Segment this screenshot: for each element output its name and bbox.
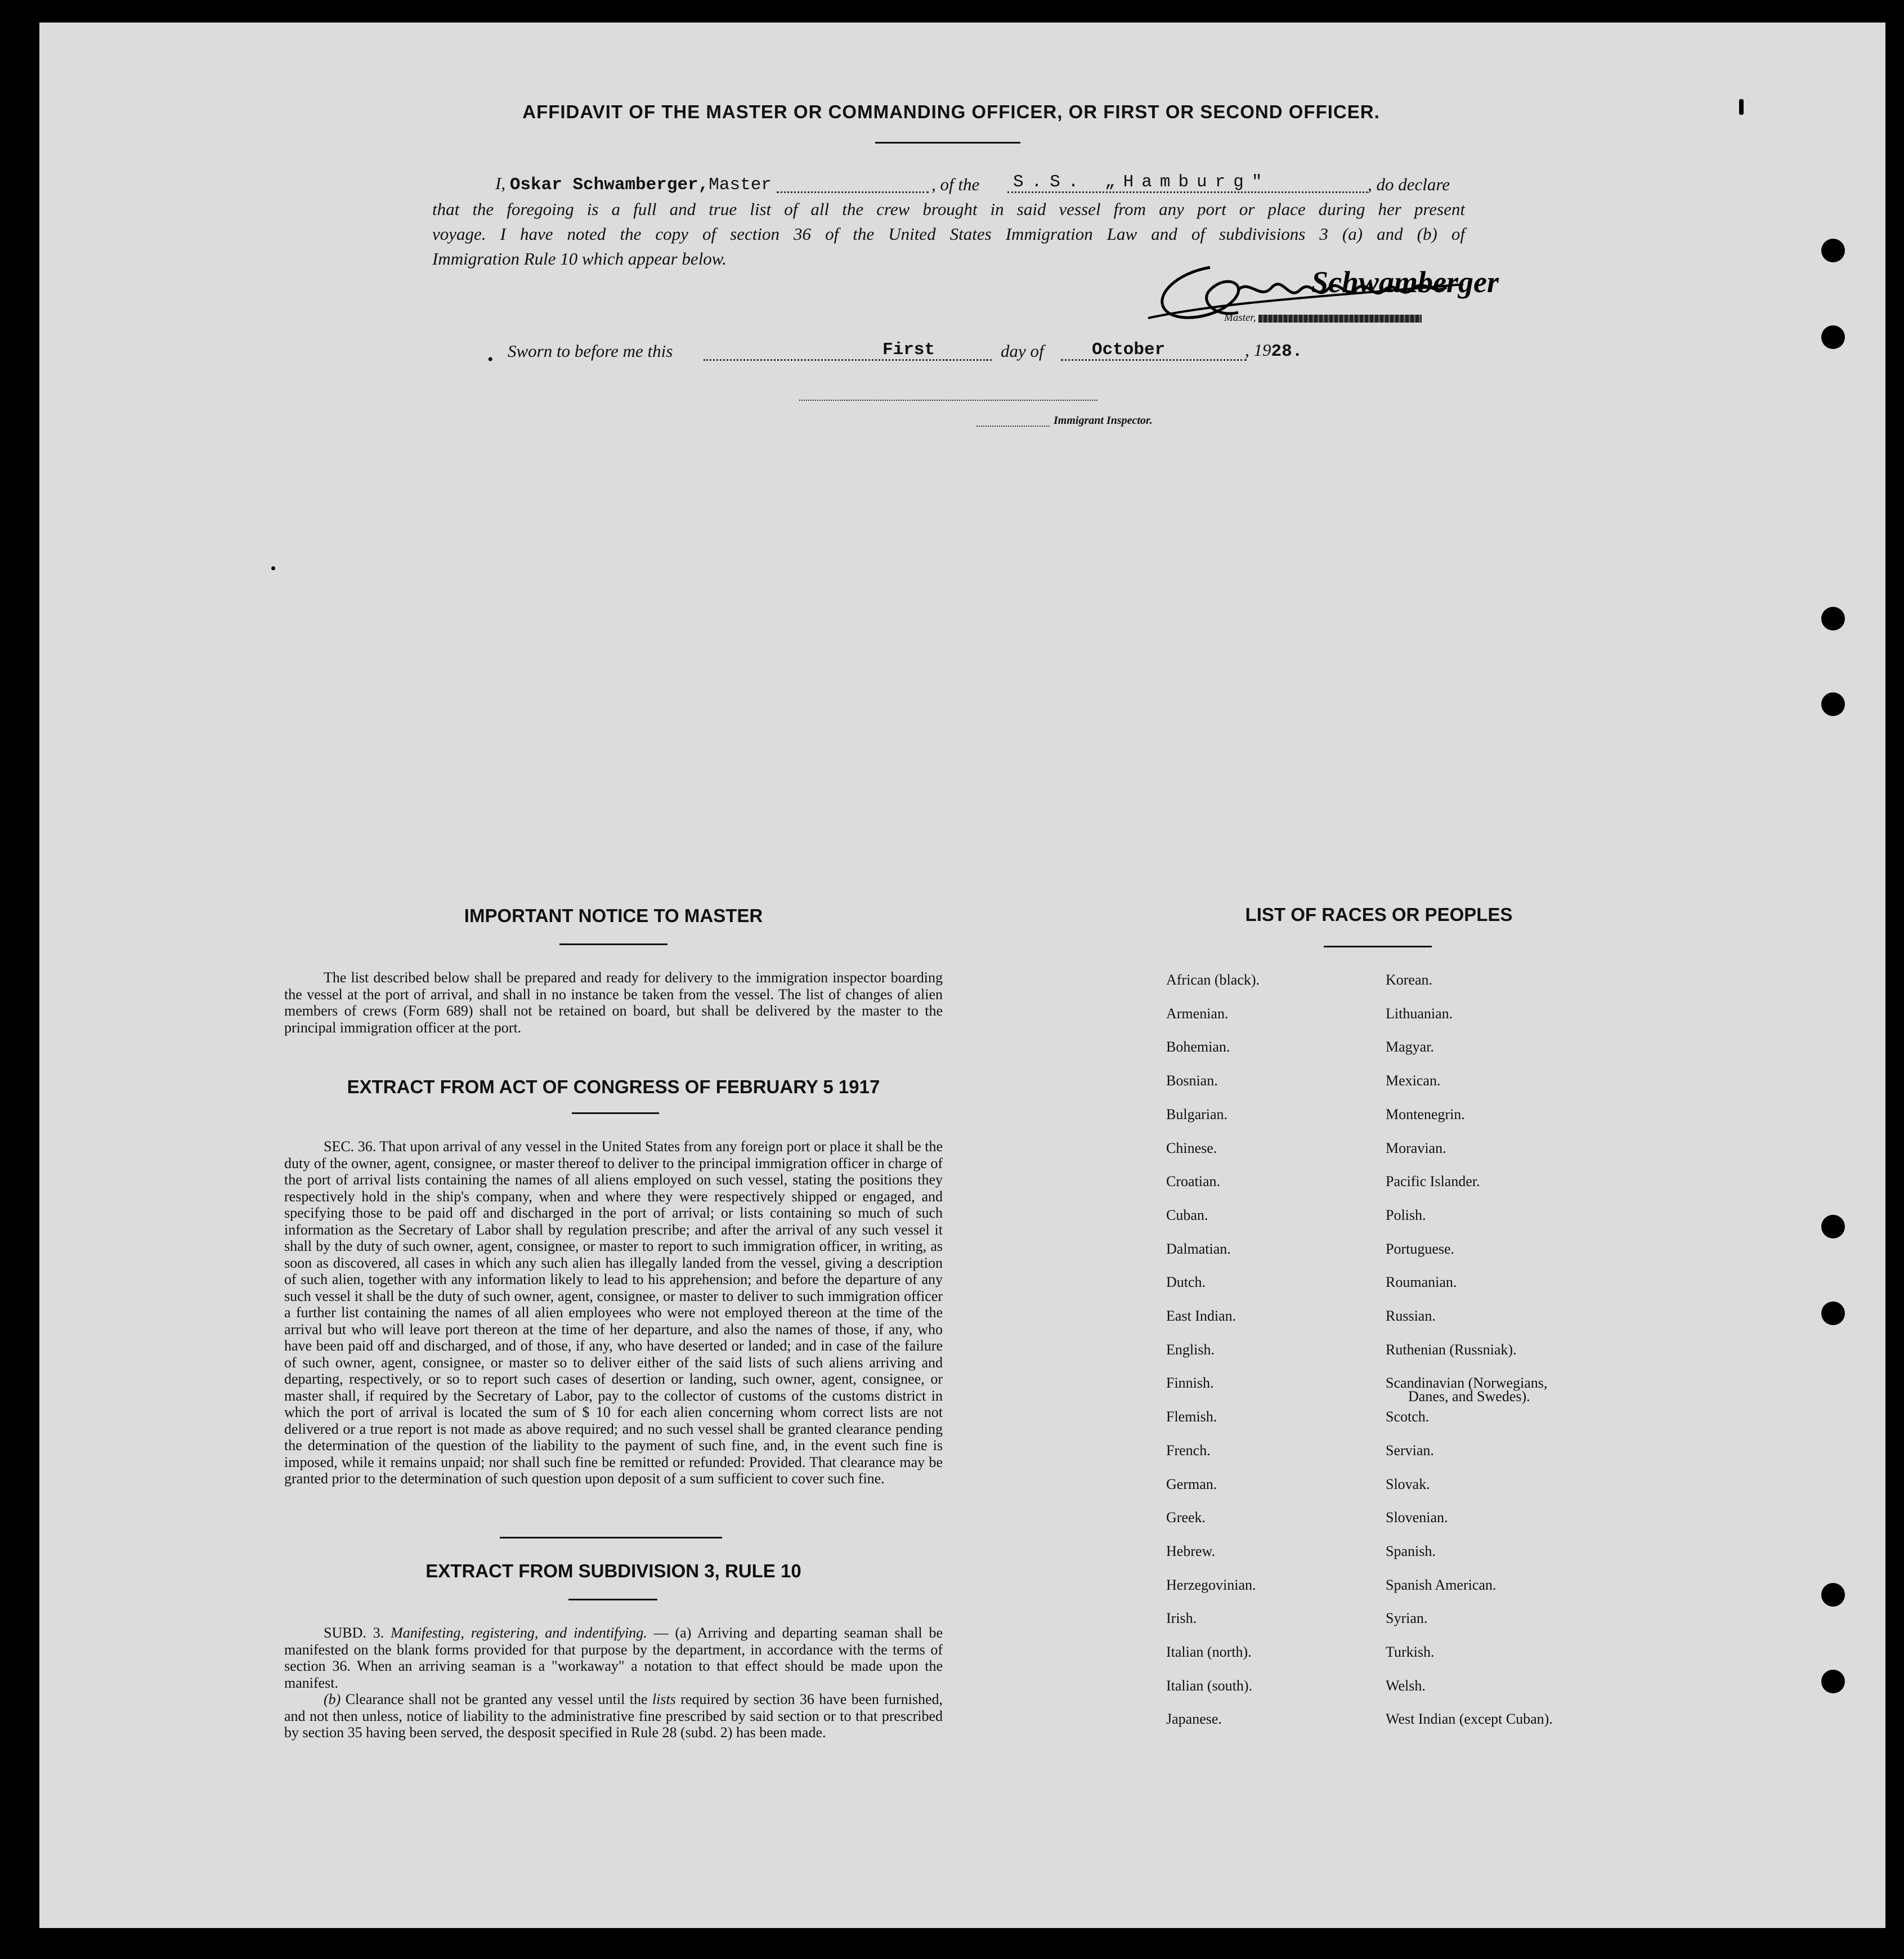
- race-item: Slovak.: [1386, 1476, 1430, 1492]
- race-item: Chinese.: [1166, 1140, 1217, 1156]
- punch-hole: [1821, 692, 1845, 716]
- race-item: Ruthenian (Russniak).: [1386, 1341, 1517, 1358]
- race-item: Spanish American.: [1386, 1577, 1497, 1593]
- act-text: SEC. 36. That upon arrival of any vessel in the United States from any foreign port or place it shall be the duty of the owner, agent, consignee, or master thereof to deliver to the principal immigration officer in charge of the port of arrival lists containing the names of all aliens employed on such vessel, stating the positions they respectively hold in the ship's company, when and where they were respectively shipped or engaged, and specifying those to be paid off and discharged in the port of arrival; or lists containing so much of such information as the Secretary of Labor shall by regulation prescribe; and after the arrival of any such vessel it shall by the duty of such owner, agent, consignee, or master to report to such immigration officer, in writing, as soon as discovered, all cases in which any such alien has illegally landed from the vessel, giving a description of such alien, together with any information likely to lead to his apprehension; and before the departure of any such vessel it shall be the duty of such owner, agent, consignee, or master to deliver to such immigration officer a further list containing the names of all alien employees who were not employed thereon at the time of the arrival but who will leave port thereon at the time of her departure, and also the names of those, if any, who have been paid off and discharged, and of those, if any, who have deserted or landed; and in case of the failure of such owner, agent, consignee, or master so to deliver either of the said lists of such aliens arriving and departing, respectively, or so to report such cases of desertion or landing, such owner, agent, consignee, or master shall, if required by the Secretary of Labor, pay to the collector of customs of the customs district in which the port of arrival is located the sum of $ 10 for each alien concerning whom correct lists are not delivered or a true report is not made as above required; and no such vessel shall be granted clearance pending the determination of the question of the liability to the payment of such fine, and, in the event such fine is imposed, while it remains unpaid; nor shall such fine be remitted or refunded: Provided. That clearance may be granted prior to the determination of such question upon deposit of a sum sufficient to cover such fine.: [284, 1138, 943, 1487]
- race-right-continuation: Danes, and Swedes).: [1408, 1388, 1530, 1405]
- race-item: Italian (north).: [1166, 1644, 1252, 1660]
- race-item: East Indian.: [1166, 1308, 1237, 1324]
- race-item: West Indian (except Cuban).: [1386, 1711, 1553, 1727]
- race-item: Bosnian.: [1166, 1072, 1218, 1089]
- race-item: Finnish.: [1166, 1375, 1214, 1391]
- act-end-rule: [500, 1537, 722, 1538]
- race-item: Lithuanian.: [1386, 1005, 1453, 1022]
- rule-subd-b: (b) Clearance shall not be granted any vessel until the lists required by section 36 have been furnished, and not then unless, notice of liability to the administrative fine prescribed by said section or to that prescribed by section 35 having been served, the desposit specified in Rule 28 (subd. 2) has been made.: [284, 1691, 943, 1741]
- master-name-dotline: [777, 191, 929, 193]
- race-item: Turkish.: [1386, 1644, 1435, 1660]
- svg-text:Schwamberger: Schwamberger: [1311, 265, 1499, 299]
- sworn-month: October: [1092, 340, 1166, 360]
- race-item: Herzegovinian.: [1166, 1577, 1256, 1593]
- sworn-day: First: [882, 340, 935, 360]
- ship-name: S.S. „Hamburg": [1013, 172, 1270, 192]
- race-item: Cuban.: [1166, 1207, 1208, 1223]
- race-item: German.: [1166, 1476, 1217, 1492]
- declaration-line-1: I, Oskar Schwamberger,Master: [495, 173, 772, 195]
- race-item: Greek.: [1166, 1509, 1206, 1526]
- race-item: Armenian.: [1166, 1005, 1229, 1022]
- race-item: Russian.: [1386, 1308, 1436, 1324]
- race-item: French.: [1166, 1442, 1211, 1459]
- race-item: Roumanian.: [1386, 1274, 1457, 1290]
- race-item: English.: [1166, 1341, 1215, 1358]
- punch-hole: [1821, 239, 1845, 262]
- race-item: Dutch.: [1166, 1274, 1206, 1290]
- race-item: Korean.: [1386, 972, 1433, 988]
- notice-text: The list described below shall be prepared and ready for delivery to the immigration inspector boarding the vessel at the port of arrival, and shall in no instance be taken from the vessel. The list of changes of alien members of crews (Form 689) shall not be retained on board, but shall be delivered by the master to the principal immigration officer at the port.: [284, 969, 943, 1036]
- affidavit-title: AFFIDAVIT OF THE MASTER OR COMMANDING OFFICER, OR FIRST OR SECOND OFFICER.: [522, 101, 1380, 122]
- race-item: Magyar.: [1386, 1039, 1434, 1055]
- act-title-rule: [572, 1112, 659, 1114]
- race-item: Italian (south).: [1166, 1678, 1253, 1694]
- punch-hole: [1821, 1301, 1845, 1325]
- race-item: Servian.: [1386, 1442, 1434, 1459]
- notice-title: IMPORTANT NOTICE TO MASTER: [464, 905, 763, 926]
- race-item: Polish.: [1386, 1207, 1426, 1223]
- act-title: EXTRACT FROM ACT OF CONGRESS OF FEBRUARY 5 1917: [347, 1076, 880, 1097]
- stray-mark: [271, 566, 275, 570]
- race-item: Welsh.: [1386, 1678, 1426, 1694]
- signature-caption: Master,: [1224, 312, 1422, 324]
- race-item: Scandinavian (Norwegians,: [1386, 1375, 1548, 1391]
- race-item: Croatian.: [1166, 1173, 1221, 1189]
- declaration-line-3: voyage. I have noted the copy of section 36 of the United States Immigration Law and of subdivisions 3 (a) and (b) of: [432, 224, 1465, 244]
- master-name: Oskar Schwamberger,: [509, 175, 709, 195]
- race-item: Irish.: [1166, 1610, 1197, 1626]
- struck-out-officer-title: [1258, 315, 1422, 323]
- rule-subd-a: SUBD. 3. Manifesting, registering, and indentifying. — (a) Arriving and departing seaman shall be manifested on the blank forms provided for that purpose by the department, in accordance with the terms of section 36. When an arriving seaman is a "workaway" a notation to that effect should be made upon the manifest.: [284, 1625, 943, 1691]
- master-rank: Master: [709, 175, 772, 195]
- race-item: Japanese.: [1166, 1711, 1222, 1727]
- race-item: Scotch.: [1386, 1408, 1430, 1425]
- of-the-label: , of the: [931, 175, 980, 194]
- inspector-caption-dotline: [976, 426, 1050, 427]
- punch-hole: [1821, 325, 1845, 349]
- day-of-label: day of: [1001, 341, 1044, 361]
- punch-hole: [1821, 607, 1845, 630]
- declaration-line-4: Immigration Rule 10 which appear below.: [432, 249, 727, 269]
- corner-mark: [1739, 99, 1744, 115]
- races-title-rule: [1324, 946, 1432, 947]
- race-item: Spanish.: [1386, 1543, 1436, 1559]
- bullet-mark: •: [487, 350, 494, 369]
- race-item: Hebrew.: [1166, 1543, 1216, 1559]
- do-declare-label: , do declare: [1368, 175, 1450, 194]
- notice-title-rule: [559, 943, 667, 945]
- sworn-dotline-2: [946, 359, 992, 361]
- race-item: Mexican.: [1386, 1072, 1441, 1089]
- sworn-year: , 1928.: [1245, 340, 1303, 361]
- race-item: Syrian.: [1386, 1610, 1428, 1626]
- punch-hole: [1821, 1583, 1845, 1607]
- races-title: LIST OF RACES OR PEOPLES: [1245, 904, 1513, 925]
- rule-title-rule: [568, 1599, 657, 1600]
- race-item: Moravian.: [1386, 1140, 1446, 1156]
- inspector-signature-line: [799, 400, 1097, 401]
- race-item: Bohemian.: [1166, 1039, 1230, 1055]
- race-item: Portuguese.: [1386, 1241, 1455, 1257]
- race-item: Dalmatian.: [1166, 1241, 1231, 1257]
- sworn-prefix: Sworn to before me this: [508, 341, 673, 361]
- rule-title: EXTRACT FROM SUBDIVISION 3, RULE 10: [425, 1560, 801, 1581]
- race-item: Montenegrin.: [1386, 1106, 1465, 1122]
- race-item: Slovenian.: [1386, 1509, 1448, 1526]
- ship-name-dotline: [1007, 191, 1368, 193]
- punch-hole: [1821, 1215, 1845, 1238]
- declaration-line-2: that the foregoing is a full and true list of all the crew brought in said vessel from any port or place during her present: [432, 199, 1465, 219]
- race-item: Bulgarian.: [1166, 1106, 1228, 1122]
- inspector-caption: Immigrant Inspector.: [1054, 414, 1153, 427]
- affidavit-title-rule: [875, 142, 1020, 144]
- race-item: African (black).: [1166, 972, 1260, 988]
- punch-hole: [1821, 1670, 1845, 1693]
- race-item: Flemish.: [1166, 1408, 1217, 1425]
- race-item: Pacific Islander.: [1386, 1173, 1480, 1189]
